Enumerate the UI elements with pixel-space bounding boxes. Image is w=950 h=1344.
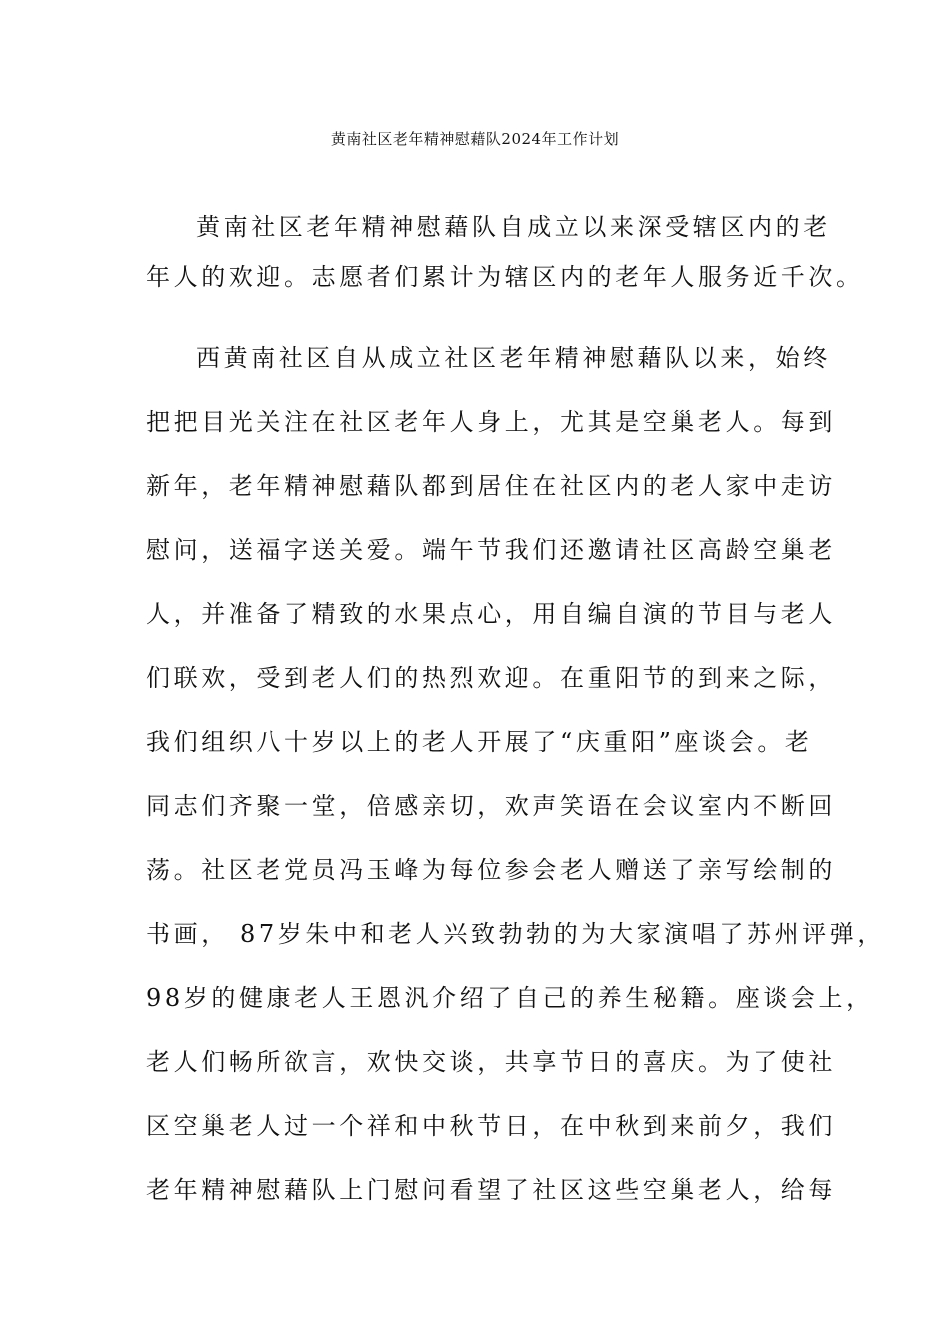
paragraph-line: 同志们齐聚一堂，倍感亲切，欢声笑语在会议室内不断回 <box>146 792 836 820</box>
paragraph-line: 老年精神慰藉队上门慰问看望了社区这些空巢老人，给每 <box>146 1176 836 1204</box>
paragraph-line: 书画， 87岁朱中和老人兴致勃勃的为大家演唱了苏州评弹， <box>146 920 885 948</box>
paragraph-line: 把把目光关注在社区老年人身上，尤其是空巢老人。每到 <box>146 408 836 436</box>
paragraph-line: 慰问，送福字送关爱。端午节我们还邀请社区高龄空巢老 <box>146 536 836 564</box>
paragraph-line: 年人的欢迎。志愿者们累计为辖区内的老年人服务近千次。 <box>146 263 864 291</box>
paragraph-line: 我们组织八十岁以上的老人开展了“庆重阳”座谈会。老 <box>146 728 813 756</box>
paragraph-line: 人，并准备了精致的水果点心，用自编自演的节目与老人 <box>146 600 836 628</box>
paragraph-line: 们联欢，受到老人们的热烈欢迎。在重阳节的到来之际， <box>146 664 836 692</box>
document-title: 黄南社区老年精神慰藉队2024年工作计划 <box>330 130 620 148</box>
paragraph-line: 荡。社区老党员冯玉峰为每位参会老人赠送了亲写绘制的 <box>146 856 836 884</box>
paragraph-line: 老人们畅所欲言，欢快交谈，共享节日的喜庆。为了使社 <box>146 1048 836 1076</box>
paragraph-line: 新年，老年精神慰藉队都到居住在社区内的老人家中走访 <box>146 472 836 500</box>
paragraph-line: 黄南社区老年精神慰藉队自成立以来深受辖区内的老 <box>196 213 831 241</box>
paragraph-line: 西黄南社区自从成立社区老年精神慰藉队以来，始终 <box>196 344 831 372</box>
paragraph-line: 98岁的健康老人王恩汎介绍了自己的养生秘籍。座谈会上， <box>146 984 874 1012</box>
paragraph-line: 区空巢老人过一个祥和中秋节日，在中秋到来前夕，我们 <box>146 1112 836 1140</box>
